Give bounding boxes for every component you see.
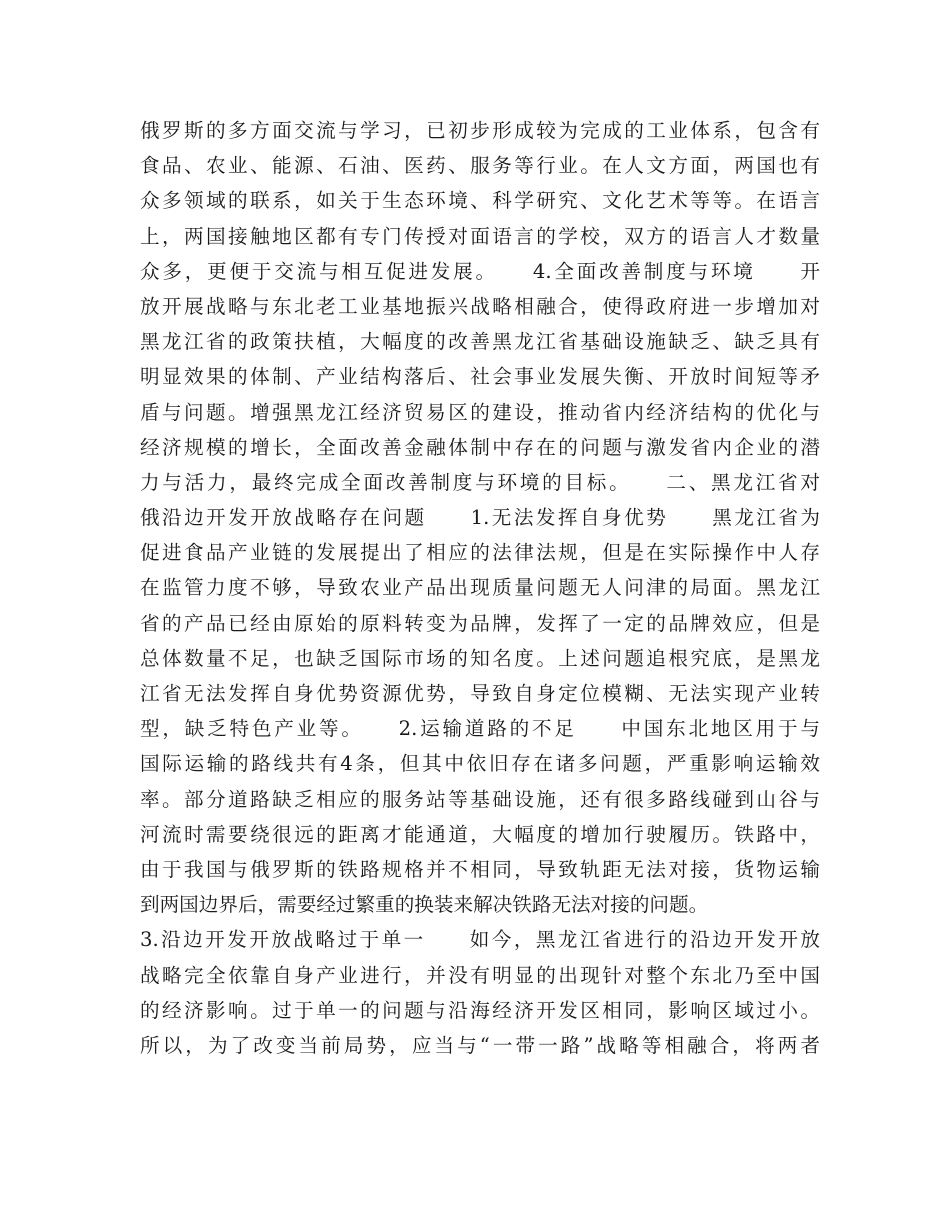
text-line: 战略完全依靠自身产业进行，并没有明显的出现针对整个东北乃至中国 [140,963,820,987]
text-line: 众多，更便于交流与相互促进发展。 4.全面改善制度与环境 开 [140,259,820,283]
text-line: 所以，为了改变当前局势，应当与“一带一路”战略等相融合，将两者 [140,1033,820,1057]
text-line: 3.沿边开发开放战略过于单一 如今，黑龙江省进行的沿边开发开放 [140,928,820,952]
text-line: 率。部分道路缺乏相应的服务站等基础设施，还有很多路线碰到山谷与 [140,787,820,811]
text-line: 省的产品已经由原始的原料转变为品牌，发挥了一定的品牌效应，但是 [140,611,820,635]
text-line: 放开展战略与东北老工业基地振兴战略相融合，使得政府进一步增加对 [140,294,820,318]
text-line: 众多领域的联系，如关于生态环境、科学研究、文化艺术等等。在语言 [140,189,820,213]
text-line: 总体数量不足，也缺乏国际市场的知名度。上述问题追根究底，是黑龙 [140,646,820,670]
text-line: 明显效果的体制、产业结构落后、社会事业发展失衡、开放时间短等矛 [140,365,820,389]
text-line: 盾与问题。增强黑龙江经济贸易区的建设，推动省内经济结构的优化与 [140,400,820,424]
text-line: 经济规模的增长，全面改善金融体制中存在的问题与激发省内企业的潜 [140,435,820,459]
text-line: 上，两国接触地区都有专门传授对面语言的学校，双方的语言人才数量 [140,224,820,248]
text-line: 型，缺乏特色产业等。 2.运输道路的不足 中国东北地区用于与 [140,717,820,741]
text-line: 的经济影响。过于单一的问题与沿海经济开发区相同，影响区域过小。 [140,998,820,1022]
text-line: 由于我国与俄罗斯的铁路规格并不相同，导致轨距无法对接，货物运输 [140,857,820,881]
text-line: 黑龙江省的政策扶植，大幅度的改善黑龙江省基础设施缺乏、缺乏具有 [140,330,820,354]
text-line: 俄沿边开发开放战略存在问题 1.无法发挥自身优势 黑龙江省为 [140,506,820,530]
body-paragraph [140,113,820,1063]
text-line: 俄罗斯的多方面交流与学习，已初步形成较为完成的工业体系，包含有 [140,119,820,142]
text-line: 国际运输的路线共有4条，但其中依旧存在诸多问题，严重影响运输效 [140,752,820,776]
text-line: 力与活力，最终完成全面改善制度与环境的目标。 二、黑龙江省对 [140,470,820,494]
text-line: 食品、农业、能源、石油、医药、服务等行业。在人文方面，两国也有 [140,154,820,178]
text-line: 到两国边界后，需要经过繁重的换装来解决铁路无法对接的问题。 [140,893,709,917]
text-line: 河流时需要绕很远的距离才能通道，大幅度的增加行驶履历。铁路中， [140,822,820,846]
text-line: 在监管力度不够，导致农业产品出现质量问题无人问津的局面。黑龙江 [140,576,820,600]
text-line: 江省无法发挥自身优势资源优势，导致自身定位模糊、无法实现产业转 [140,682,820,705]
text-line: 促进食品产业链的发展提出了相应的法律法规，但是在实际操作中人存 [140,541,820,565]
